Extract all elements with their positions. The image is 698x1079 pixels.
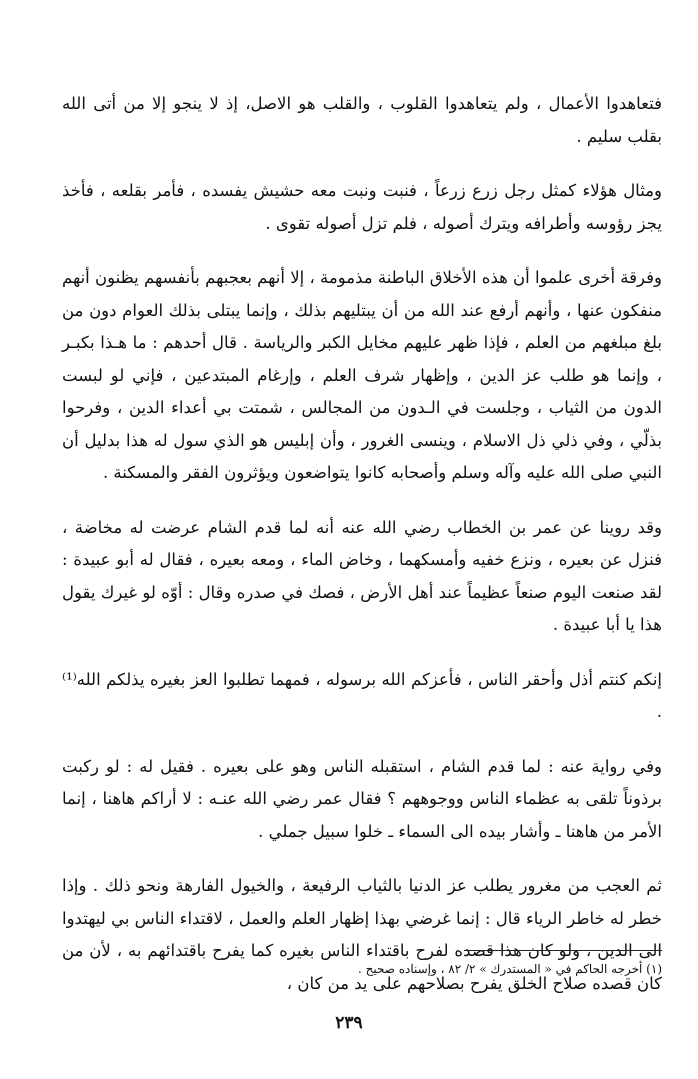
- paragraph-1: فتعاهدوا الأعمال ، ولم يتعاهدوا القلوب ، والقلب هو الاصل، إذ لا ينجو إلا من أتى الله بقلب سليم .: [62, 94, 662, 146]
- paragraph-6: وفي رواية عنه : لما قدم الشام ، استقبله الناس وهو على بعيره . فقيل له : لو ركبت برذوناً تلقى به عظماء الناس ووجوههم ؟ فقال عمر رضي الله عنـه : لا أراكم هاهنا ، إنما الأمر من هاهنا ـ وأشار بيده الى السماء ـ خلوا سبيل جملي .: [62, 756, 662, 841]
- page-body: [62, 88, 662, 1022]
- footnote: (١) أخرجه الحاكم في « المستدرك » ٢/ ٨٢ ، وإسناده صحيح .: [357, 962, 662, 976]
- paragraph-7: ثم العجب من مغرور يطلب عز الدنيا بالثياب الرفيعة ، والخيول الفارهة ونحو ذلك . وإذا خطر له خاطر الرياء قال : إنما غرضي بهذا إظهار العلم والعمل ، لاقتداء الناس بي ليهتدوا الى الدين ، ولو كان هذا قصده لفرح باقتداء الناس بغيره كما يفرح باقتدائهم به ، لأن من كان قصده صلاح الخلق يفرح بصلاحهم على يد من كان ،: [62, 876, 662, 993]
- paragraph-5: إنكم كنتم أذل وأحقر الناس ، فأعزكم الله برسوله ، فمهما تطلبوا العز بغيره يذلكم الله⁽¹⁾ .: [62, 669, 662, 721]
- paragraph-3: وفرقة أخرى علموا أن هذه الأخلاق الباطنة مذمومة ، إلا أنهم بعجبهم بأنفسهم يظنون أنهم منفكون عنها ، وأنهم أرفع عند الله من أن يبتليهم بذلك ، وإنما يبتلى بذلك العوام دون من بلغ مبلغهم من العلم ، فإذا ظهر عليهم مخايل الكبر والرياسة . قال أحدهم : ما هـذا بكبـر ، وإنما هو طلب عز الدين ، وإظهار شرف العلم ، وإرغام المبتدعين ، فإني لو لبست الدون من الثياب ، وجلست في الـدون من المجالس ، شمتت بي أعداء الدين ، وفرحوا بذلّي ، وفي ذلي ذل الاسلام ، وينسى الغرور ، وأن إبليس هو الذي سول له هذا بدليل أن النبي صلى الله عليه وآله وسلم وأصحابه كانوا يتواضعون ويؤثرون الفقر والمسكنة .: [62, 268, 662, 482]
- paragraph-2: ومثال هؤلاء كمثل رجل زرع زرعاً ، فنبت ونبت معه حشيش يفسده ، فأمر بقلعه ، فأخذ يجز رؤوسه وأطرافه ويترك أصوله ، فلم تزل أصوله تقوى .: [62, 181, 662, 233]
- page-number: ٢٣٩: [335, 1013, 363, 1033]
- footnote-divider: [464, 950, 662, 951]
- paragraph-4: وقد روينا عن عمر بن الخطاب رضي الله عنه أنه لما قدم الشام عرضت له مخاضة ، فنزل عن بعيره ، ونزع خفيه وأمسكهما ، وخاض الماء ، ومعه بعيره ، فقال له أبو عبيدة : لقد صنعت اليوم صنعاً عظيماً عند أهل الأرض ، فصك في صدره وقال : أوّه لو غيرك يقول هذا يا أبا عبيدة .: [62, 517, 662, 634]
